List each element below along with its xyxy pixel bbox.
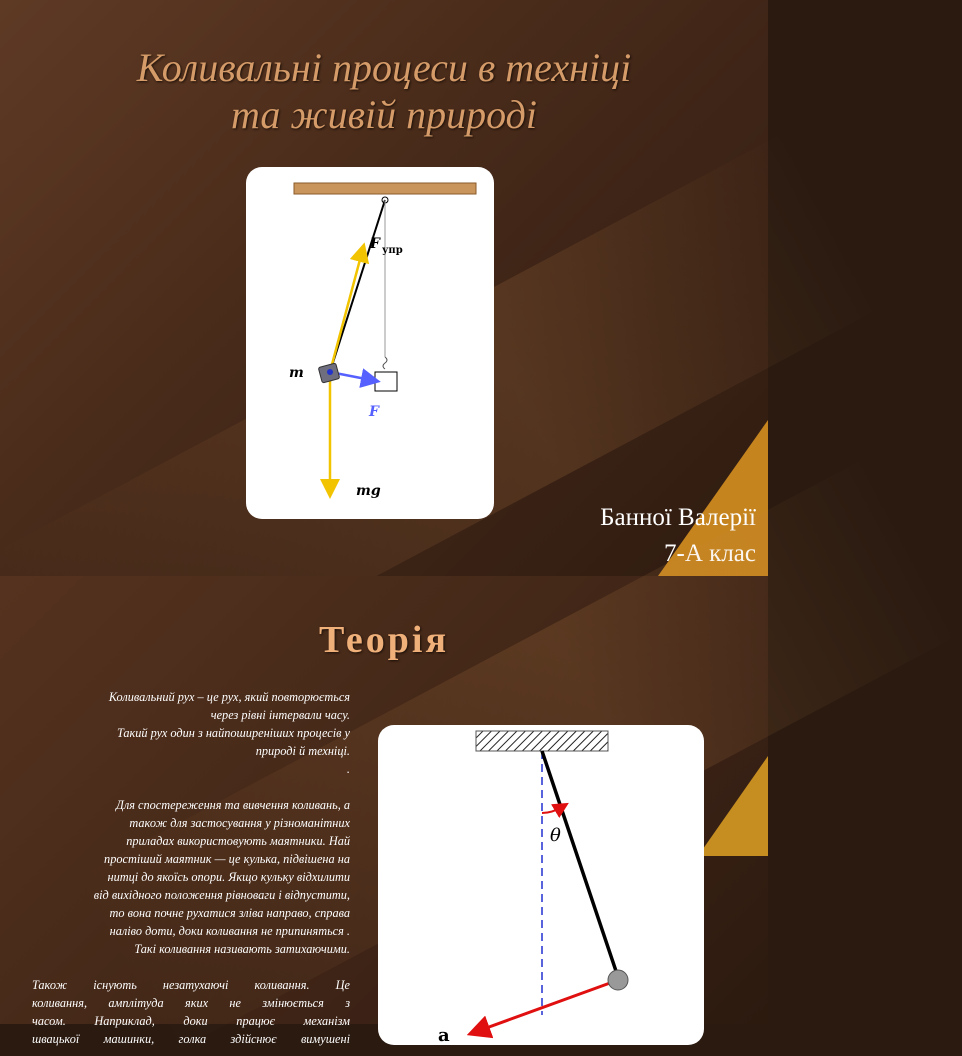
theory-line: простіший маятник — це кулька, підвішена на	[104, 852, 350, 866]
theory-line: Такі коливання називають затихаючими.	[134, 942, 350, 956]
theory-line: від вихідного положення рівноваги і відпустити,	[93, 888, 350, 902]
theory-line: природі й техніці.	[255, 744, 350, 758]
theory-line: через рівні інтервали часу.	[210, 708, 350, 722]
elastic-force-subscript: упр	[382, 245, 403, 256]
author-class: 7-А клас	[664, 540, 756, 567]
simple-pendulum-figure	[378, 725, 704, 1045]
acceleration-label: a	[438, 1025, 450, 1046]
spring-pendulum-figure	[246, 167, 494, 519]
theory-line: приладах використовують маятники. Най	[126, 834, 350, 848]
theory-line: також для застосування у різноманітних	[129, 816, 350, 830]
title-slide	[0, 0, 768, 576]
theory-slide	[0, 576, 768, 1046]
elastic-force-label: F	[370, 236, 380, 252]
gravity-label: mg	[356, 483, 381, 499]
force-label: F	[369, 404, 379, 420]
theory-line: Також існують незатухаючі коливання. Це	[32, 978, 350, 992]
theory-line: Коливальний рух – це рух, який повторюється	[108, 690, 350, 704]
theory-line: наліво доти, доки коливання не припиняться .	[109, 924, 350, 938]
author-name: Банної Валерії	[600, 504, 756, 531]
gold-corner-decoration	[698, 756, 768, 856]
theory-line: часом. Наприклад, доки працює механізм	[32, 1014, 350, 1028]
theory-title: Теорія	[318, 619, 449, 661]
theory-text	[32, 688, 350, 1048]
ceiling-bar	[294, 183, 476, 194]
theory-line: .	[346, 762, 350, 776]
theory-line: нитці до якоїсь опори. Якщо кульку відхилити	[107, 870, 350, 884]
mass-label: m	[289, 365, 304, 381]
ceiling-support	[476, 731, 608, 751]
theory-line: Такий рух один з найпоширеніших процесів у	[116, 726, 350, 740]
theory-line: коливання, амплітуда яких не змінюється з	[32, 996, 350, 1010]
theory-line: швацької машинки, голка здійснює вимушені	[32, 1032, 350, 1046]
theory-line: Для спостереження та вивчення коливань, а	[116, 798, 350, 812]
angle-label: θ	[550, 825, 561, 846]
presentation-title: Коливальні процеси в техніці та живій природі	[136, 45, 632, 137]
theory-line: то вона почне рухатися зліва направо, справа	[109, 906, 350, 920]
